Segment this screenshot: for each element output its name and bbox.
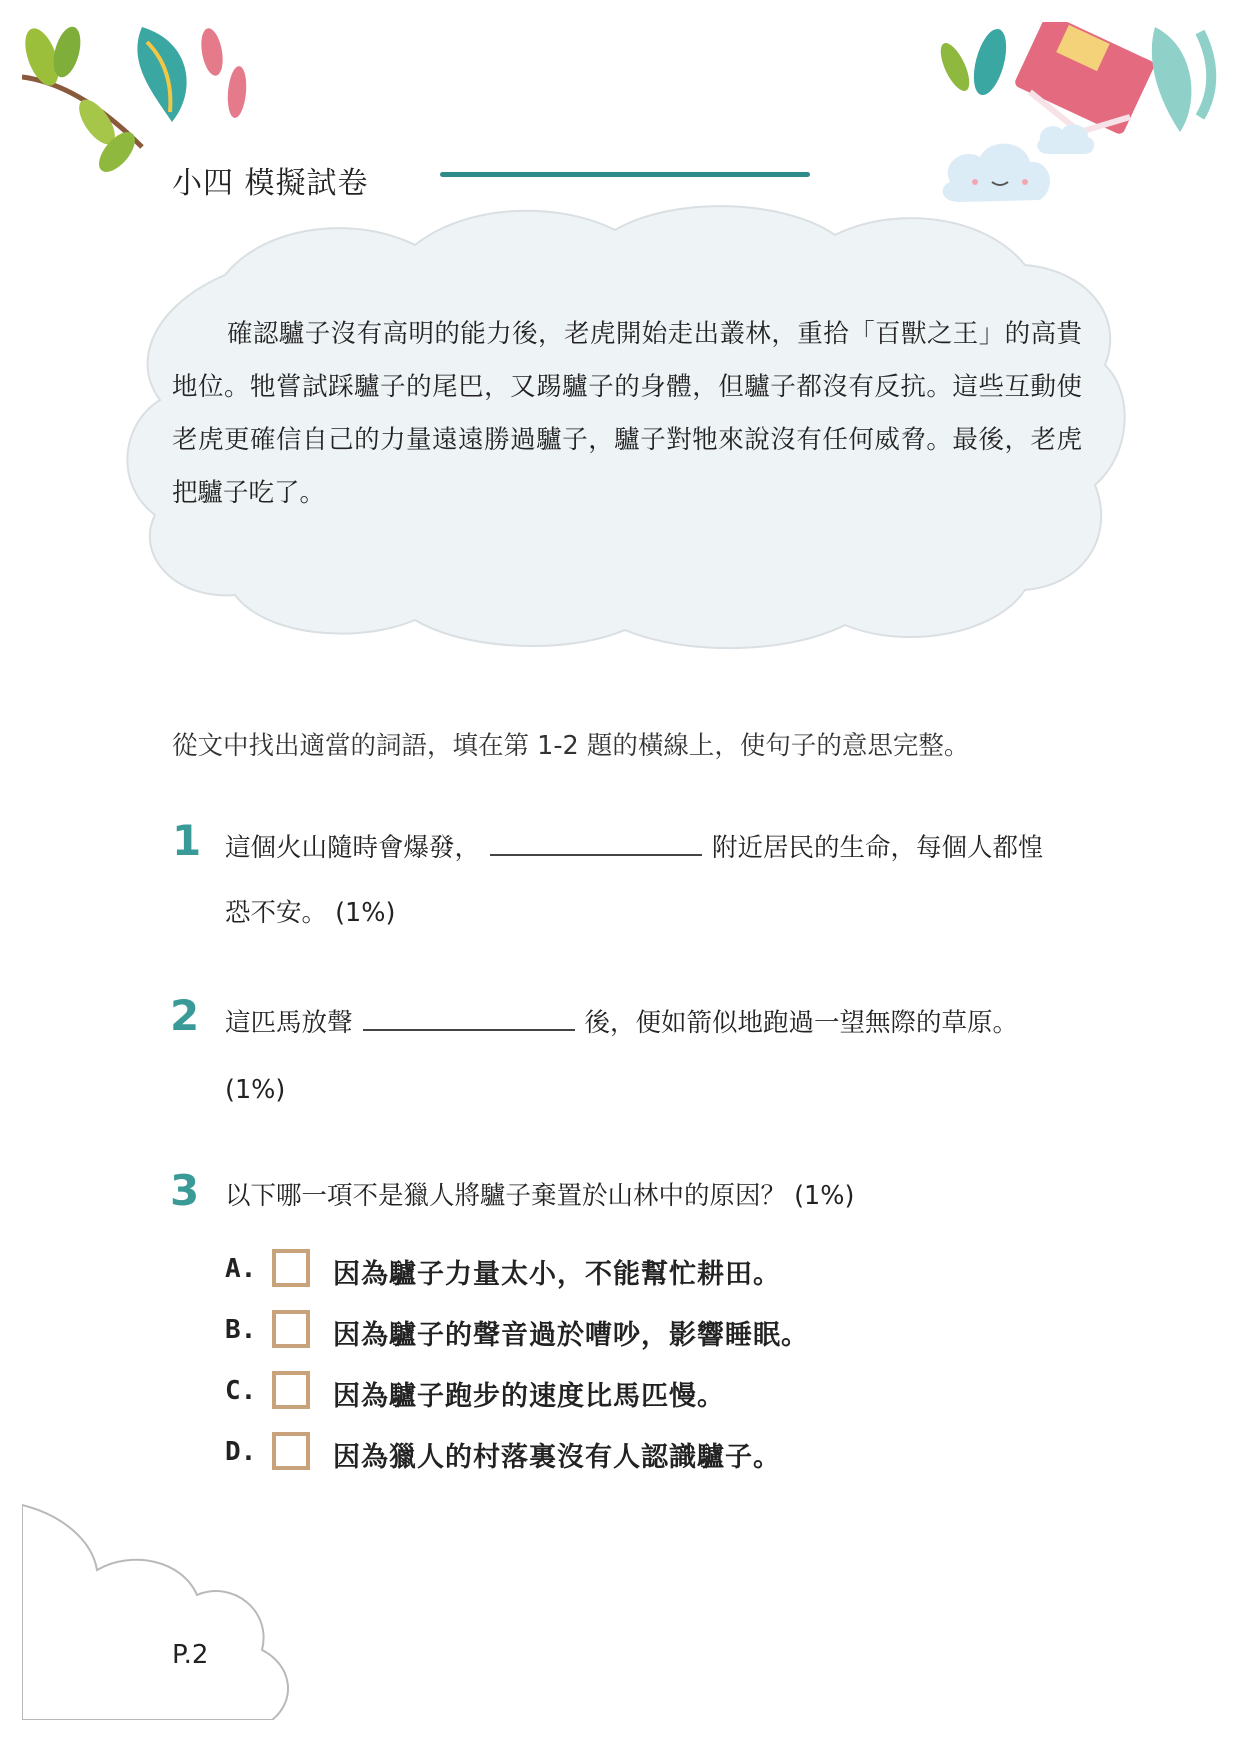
option-b-letter: B. — [225, 1315, 257, 1345]
question-2-text-before: 這匹馬放聲 — [225, 1008, 353, 1038]
option-c-letter: C. — [225, 1376, 257, 1406]
question-2-line-1 — [225, 1003, 1018, 1041]
question-3-text: 以下哪一項不是獵人將驢子棄置於山林中的原因？ (1%) — [225, 1181, 855, 1211]
option-c-text: 因為驢子跑步的速度比馬匹慢。 — [333, 1381, 725, 1412]
passage-text: 確認驢子沒有高明的能力後，老虎開始走出叢林，重拾「百獸之王」的高貴地位。牠嘗試踩驢子的尾巴，又踢驢子的身體，但驢子都沒有反抗。這些互動使老虎更確信自己的力量遠遠勝過驢子，驢子對牠來說沒有任何威脅。最後，老虎把驢子吃了。 — [172, 319, 1082, 508]
option-d-letter: D. — [225, 1437, 257, 1467]
question-1-text-after: 附近居民的生命，每個人都惶 — [712, 833, 1044, 863]
question-1-answer-blank[interactable] — [490, 828, 702, 856]
question-2-text-after: 後，便如箭似地跑過一望無際的草原。 — [584, 1008, 1019, 1038]
option-b-checkbox[interactable] — [272, 1310, 310, 1348]
question-1-text-before: 這個火山隨時會爆發， — [225, 833, 481, 863]
option-d-checkbox[interactable] — [272, 1432, 310, 1470]
option-b-text: 因為驢子的聲音過於嘈吵，影響睡眠。 — [333, 1320, 809, 1351]
question-2-line-2: (1%) — [225, 1075, 286, 1105]
question-number-2: 2 — [170, 991, 200, 1040]
option-a-letter: A. — [225, 1254, 257, 1284]
question-1-line-2: 恐不安。 (1%) — [225, 898, 396, 928]
question-1-line-1 — [225, 828, 1044, 866]
question-number-3: 3 — [170, 1166, 200, 1215]
page-title: 小四 模擬試卷 — [172, 166, 369, 201]
option-a-checkbox[interactable] — [272, 1249, 310, 1287]
option-a-text: 因為驢子力量太小，不能幫忙耕田。 — [333, 1259, 781, 1290]
reading-passage — [172, 308, 1082, 520]
title-underline — [440, 172, 810, 177]
page-number: P.2 — [172, 1640, 209, 1670]
question-number-1: 1 — [172, 816, 202, 865]
option-d-text: 因為獵人的村落裏沒有人認識驢子。 — [333, 1442, 781, 1473]
question-2-answer-blank[interactable] — [363, 1003, 575, 1031]
leaf-decoration-top-left — [22, 22, 262, 172]
option-c-checkbox[interactable] — [272, 1371, 310, 1409]
instruction-text: 從文中找出適當的詞語，填在第 1-2 題的橫線上，使句子的意思完整。 — [172, 731, 970, 761]
cloud-decoration-bottom-left — [22, 1500, 302, 1720]
